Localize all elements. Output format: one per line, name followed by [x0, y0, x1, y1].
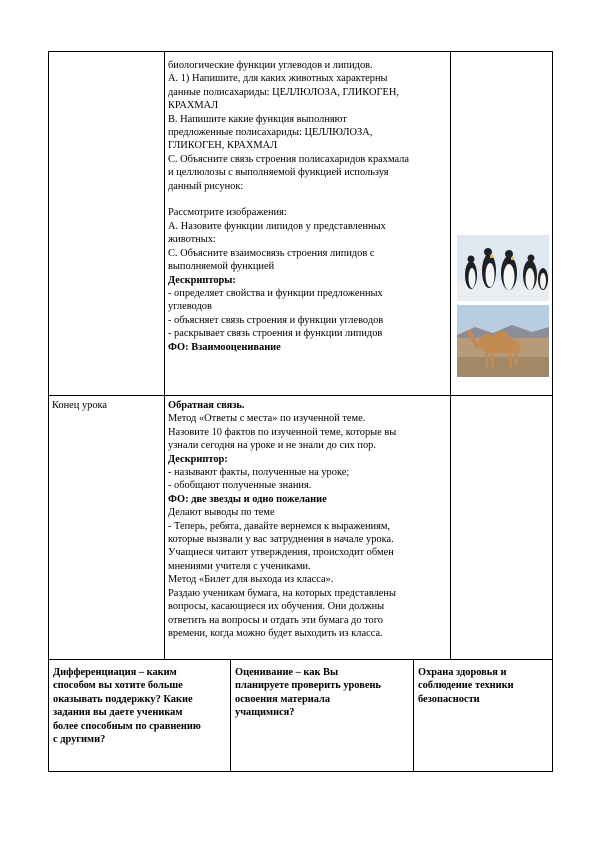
- text-line: В. Напишите какие функция выполняют: [168, 113, 347, 125]
- activity-cell-feedback: [164, 396, 450, 660]
- text-line: - Теперь, ребята, давайте вернемся к выражениям,: [168, 520, 391, 532]
- camel-image: [457, 305, 549, 377]
- safety-line: соблюдение техники: [418, 680, 514, 692]
- text-line: предложенные полисахариды: ЦЕЛЛЮЛОЗА,: [168, 127, 373, 139]
- text-line: Метод «Билет для выхода из класса».: [168, 574, 334, 586]
- text-line: данные полисахариды: ЦЕЛЛЮЛОЗА, ГЛИКОГЕН,: [168, 86, 399, 98]
- image-cell: [450, 51, 553, 396]
- text-line: А. 1) Напишите, для каких животных характерны: [168, 73, 388, 85]
- diff-line: более способным по сравнению: [53, 720, 201, 732]
- diff-line: оказывать поддержку? Какие: [53, 693, 193, 705]
- text-line: времени, когда можно будет выходить из класса.: [168, 627, 383, 639]
- text-line: ФО: две звезды и одно пожелание: [168, 493, 327, 505]
- text-line: узнали сегодня на уроке и не знали до сих пор.: [168, 440, 376, 452]
- text-line: ответить на вопросы и отдать эти бумага до того: [168, 614, 383, 626]
- text-line: Дескрипторы:: [168, 274, 236, 286]
- text-line: животных:: [168, 234, 216, 246]
- health-safety-cell: [413, 660, 553, 772]
- assess-line: освоения материала: [235, 693, 331, 705]
- text-line: - раскрывает связь строения и функции липидов: [168, 328, 383, 340]
- assess-line: учащимися?: [235, 707, 295, 719]
- assessment-cell: [230, 660, 413, 772]
- text-line: Учащиеся читают утверждения, происходит обмен: [168, 547, 394, 559]
- text-line: Рассмотрите изображения:: [168, 207, 287, 219]
- differentiation-cell: [48, 660, 230, 772]
- text-line: ФО: Взаимооценивание: [168, 341, 281, 353]
- text-line: Дескриптор:: [168, 453, 228, 465]
- penguins-image: [457, 235, 549, 301]
- text-line: - обобщают полученные знания.: [168, 480, 312, 492]
- text-line: Обратная связь.: [168, 400, 245, 411]
- text-line: выполняемой функцией: [168, 261, 275, 273]
- text-line: А. Назовите функции липидов у представленных: [168, 220, 386, 232]
- text-line: Раздаю ученикам бумага, на которых представлены: [168, 587, 396, 599]
- text-line: - объясняет связь строения и функции углеводов: [168, 314, 384, 326]
- stage-cell-end: [48, 396, 164, 660]
- text-line: КРАХМАЛ: [168, 100, 219, 112]
- safety-line: Охрана здоровья и: [418, 667, 507, 678]
- activity-cell-tasks: [164, 51, 450, 396]
- diff-line: с другими?: [53, 734, 106, 746]
- text-line: которые вызвали у вас затруднения в начале урока.: [168, 534, 394, 546]
- text-line: мнениями учителя с учениками.: [168, 560, 311, 572]
- text-line: Назовите 10 фактов по изученной теме, которые вы: [168, 426, 397, 438]
- stage-cell-empty: [48, 51, 164, 396]
- text-line: углеводов: [168, 301, 212, 313]
- diff-line: задания вы даете ученикам: [53, 707, 183, 719]
- text-line: С. Объясните взаимосвязь строения липидов с: [168, 247, 375, 259]
- text-line: - определяет свойства и функции предложенных: [168, 287, 383, 299]
- text-line: Метод «Ответы с места» по изученной теме.: [168, 413, 366, 425]
- text-line: С. Объясните связь строения полисахаридов крахмала: [168, 153, 409, 165]
- diff-line: Дифференциация – каким: [53, 667, 177, 678]
- text-line: [168, 193, 450, 206]
- diff-line: способом вы хотите больше: [53, 680, 183, 692]
- text-line: Делают выводы по теме: [168, 507, 275, 519]
- stage-label: Конец урока: [52, 400, 108, 411]
- assess-line: планируете проверить уровень: [235, 680, 381, 692]
- resource-cell-empty: [450, 396, 553, 660]
- text-line: и целлюлозы с выполняемой функцией используя: [168, 167, 389, 179]
- text-line: данный рисунок:: [168, 180, 244, 192]
- text-line: ГЛИКОГЕН, КРАХМАЛ: [168, 140, 278, 152]
- assess-line: Оценивание – как Вы: [235, 667, 339, 678]
- text-line: вопросы, касающиеся их обучения. Они должны: [168, 601, 385, 613]
- text-line: биологические функции углеводов и липидов.: [168, 60, 373, 71]
- safety-line: безопасности: [418, 693, 480, 705]
- text-line: - называют факты, полученные на уроке;: [168, 467, 350, 479]
